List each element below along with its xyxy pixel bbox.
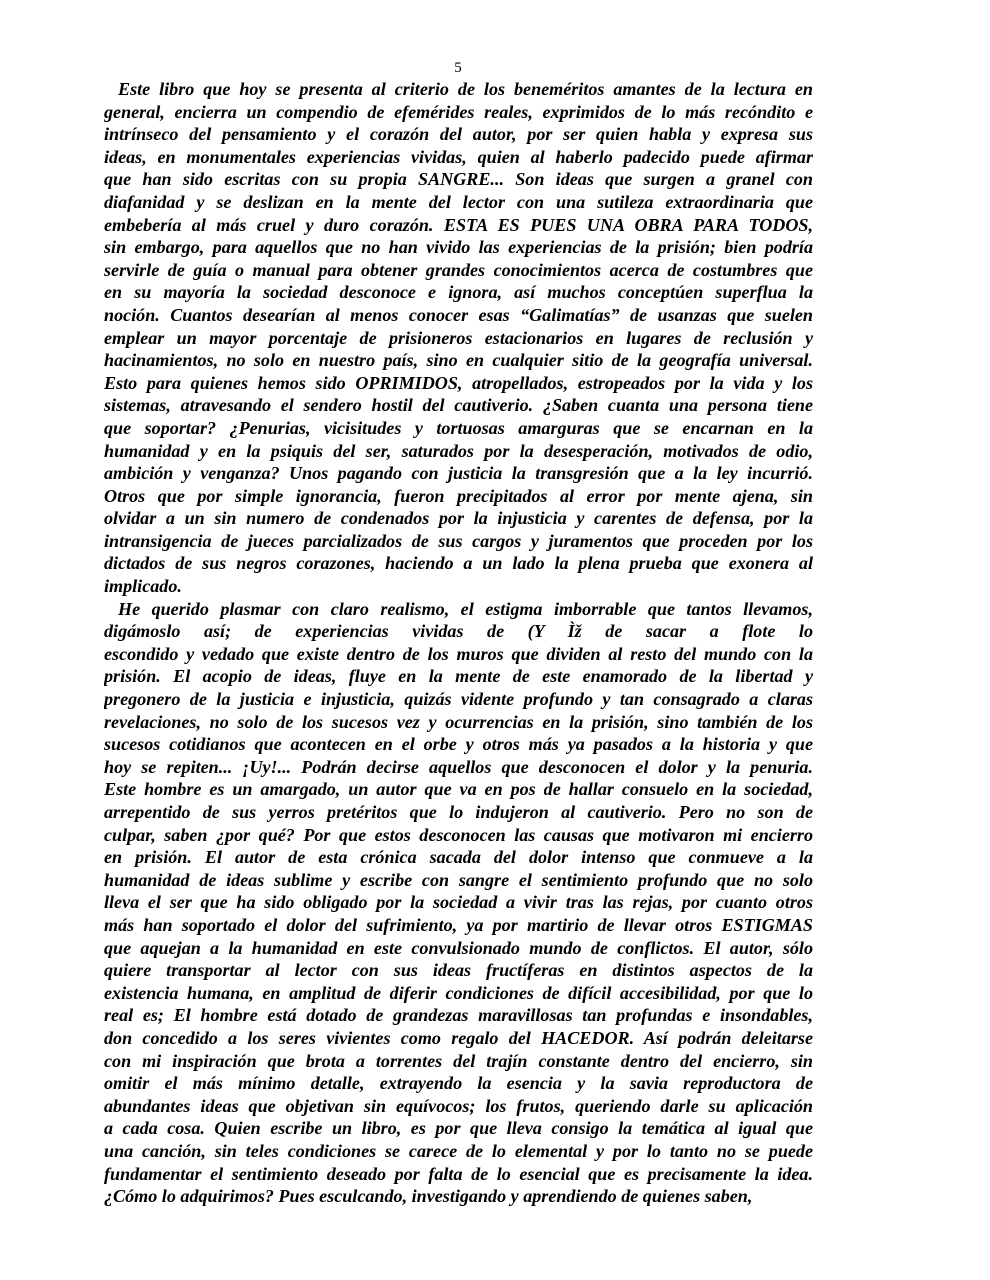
text-line: existencia humana, en amplitud de diferir condiciones de difícil accesibilidad, por que lo (104, 982, 813, 1003)
text-line: humanidad de ideas sublime y escribe con sangre el sentimiento profundo que no solo (104, 869, 813, 890)
text-line: sin embargo, para aquellos que no han vivido las experiencias de la prisión; bien podría (104, 237, 813, 258)
text-line: digámoslo así; de experiencias vividas de (Y Ìž de sacar a flote lo (104, 621, 813, 642)
text-line: revelaciones, no solo de los sucesos vez y ocurrencias en la prisión, sino también de los (104, 711, 813, 732)
text-line: que aquejan a la humanidad en este convulsionado mundo de conflictos. El autor, sólo (104, 937, 813, 958)
text-line: implicado. (104, 576, 182, 597)
text-line: noción. Cuantos desearían al menos conocer esas “Galimatías” de usanzas que suelen (104, 304, 813, 325)
text-line: He querido plasmar con claro realismo, el estigma imborrable que tantos llevamos, (118, 598, 813, 619)
text-line: lleva el ser que ha sido obligado por la sociedad a vivir tras las rejas, por cuanto otros (104, 892, 813, 913)
text-line: que soportar? ¿Penurias, vicisitudes y tortuosas amarguras que se encarnan en la (104, 417, 813, 438)
text-line: en su mayoría la sociedad desconoce e ignora, así muchos conceptúen superflua la (104, 282, 813, 303)
text-line: ambición y venganza? Unos pagando con justicia la transgresión que a la ley incurrió. (104, 463, 813, 484)
text-line: quiere transportar al lector con sus ideas fructíferas en distintos aspectos de la (104, 960, 813, 981)
text-line: intransigencia de jueces parcializados de sus cargos y juramentos que proceden por los (104, 530, 813, 551)
text-line: real es; El hombre está dotado de grandezas maravillosas tan profundas e insondables, (104, 1005, 813, 1026)
text-line: general, encierra un compendio de efemérides reales, exprimidos de lo más recóndito e (104, 101, 813, 122)
text-line: culpar, saben ¿por qué? Por que estos desconocen las causas que motivaron mi encierro (104, 824, 813, 845)
text-line: que han sido escritas con su propia SANGRE... Son ideas que surgen a granel con (104, 169, 813, 190)
text-line: dictados de sus negros corazones, haciendo a un lado la plena prueba que exonera al (104, 553, 813, 574)
text-line: pregonero de la justicia e injusticia, quizás vidente profundo y tan consagrado a claras (104, 689, 813, 710)
paragraph-2 (104, 598, 813, 1208)
text-line: en prisión. El autor de esta crónica sacada del dolor intenso que conmueve a la (104, 847, 813, 868)
text-line: arrepentido de sus yerros pretéritos que lo indujeron al cautiverio. Pero no son de (104, 802, 813, 822)
text-line: hoy se repiten... ¡Uy!... Podrán decirse aquellos que desconocen el dolor y la penuria. (104, 756, 813, 777)
text-line: escondido y vedado que existe dentro de los muros que dividen al resto del mundo con la (104, 643, 813, 664)
paragraph-1 (104, 78, 813, 598)
text-line: hacinamientos, no solo en nuestro país, sino en cualquier sitio de la geografía universal. (104, 350, 813, 371)
text-line: prisión. El acopio de ideas, fluye en la mente de este enamorado de la libertad y (104, 666, 813, 687)
text-line: sistemas, atravesando el sendero hostil del cautiverio. ¿Saben cuanta una persona tiene (104, 395, 813, 416)
text-line: Este libro que hoy se presenta al criterio de los beneméritos amantes de la lectura en (118, 79, 813, 99)
text-line: una canción, sin teles condiciones se carece de lo elemental y por lo tanto no se puede (104, 1140, 813, 1161)
text-line: abundantes ideas que objetivan sin equívocos; los frutos, queriendo darle su aplicación (104, 1095, 813, 1116)
page-number: 5 (454, 60, 462, 76)
text-line: Esto para quienes hemos sido OPRIMIDOS, atropellados, estropeados por la vida y los (104, 372, 813, 393)
text-line: embebería al más cruel y duro corazón. ESTA ES PUES UNA OBRA PARA TODOS, (104, 214, 813, 235)
text-line: a cada cosa. Quien escribe un libro, es por que lleva consigo la temática al igual que (104, 1118, 813, 1139)
text-line: humanidad y en la psiquis del ser, saturados por la desesperación, motivados de odio, (104, 440, 813, 461)
text-line: fundamentar el sentimiento deseado por falta de lo esencial que es precisamente la idea. (104, 1163, 813, 1184)
text-line: emplear un mayor porcentaje de prisioneros estacionarios en lugares de reclusión y (104, 327, 813, 348)
body-text (104, 78, 813, 1208)
text-line: ideas, en monumentales experiencias vividas, quien al haberlo padecido puede afirmar (104, 146, 813, 167)
text-line: Otros que por simple ignorancia, fueron precipitados al error por mente ajena, sin (104, 485, 813, 506)
text-line: más han soportado el dolor del sufrimiento, ya por martirio de llevar otros ESTIGMAS (104, 914, 813, 935)
text-line: omitir el más mínimo detalle, extrayendo la esencia y la savia reproductora de (104, 1073, 813, 1094)
text-line: servirle de guía o manual para obtener grandes conocimientos acerca de costumbres que (104, 259, 813, 280)
text-line: con mi inspiración que brota a torrentes del trajín constante dentro del encierro, sin (104, 1050, 813, 1071)
text-line: olvidar a un sin numero de condenados por la injusticia y carentes de defensa, por la (104, 508, 813, 529)
text-line: diafanidad y se deslizan en la mente del lector con una sutileza extraordinaria que (104, 191, 813, 212)
text-line: Este hombre es un amargado, un autor que va en pos de hallar consuelo en la sociedad, (104, 779, 813, 800)
text-line: intrínseco del pensamiento y el corazón del autor, por ser quien habla y expresa sus (104, 124, 813, 145)
text-line: don concedido a los seres vivientes como regalo del HACEDOR. Así podrán deleitarse (104, 1027, 813, 1048)
text-line: sucesos cotidianos que acontecen en el orbe y otros más ya pasados a la historia y que (104, 734, 813, 755)
text-line: ¿Cómo lo adquirimos? Pues esculcando, investigando y aprendiendo de quienes saben, (104, 1186, 753, 1207)
